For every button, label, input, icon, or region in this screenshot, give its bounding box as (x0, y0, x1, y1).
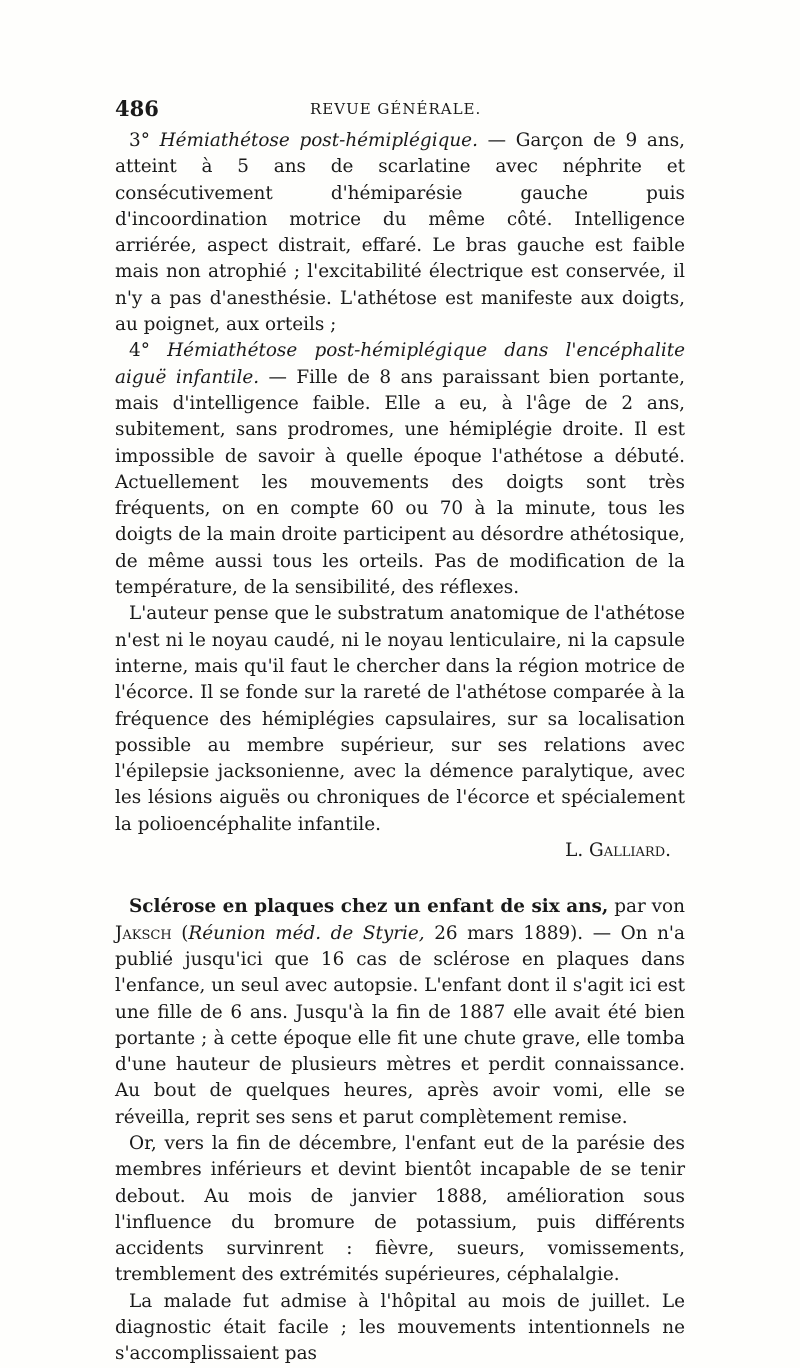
author-opinion-paragraph: L'auteur pense que le substratum anatomique de l'athétose n'est ni le noyau caudé, ni le noyau lenticulaire, ni la capsule interne, mais qu'il faut le chercher dans la région motrice de l'écorce. Il se fonde sur la rareté de l'athétose comparée à la fréquence des hémiplégies capsulaires, sur sa localisation possible au membre supérieur, sur ses relations avec l'épilepsie jacksonienne, avec la démence paralytique, avec les lésions aiguës ou chroniques de l'écorce et spécialement la polioencéphalite infantile. (115, 603, 685, 835)
article-paragraph-3: La malade fut admise à l'hôpital au mois de juillet. Le diagnostic était facile ; les mouvements intentionnels ne s'accomplissaient pas (115, 1290, 685, 1365)
article-paragraph-2: Or, vers la fin de décembre, l'enfant eut de la parésie des membres inférieurs et devint bientôt incapable de se tenir debout. Au mois de janvier 1888, amélioration sous l'influence du bromure de potassium, puis différents accidents survinrent : fièvre, sueurs, vomissements, tremblement des extrémités supérieures, céphalalgie. (115, 1132, 685, 1286)
article-author: Jaksch (115, 922, 172, 944)
running-title: REVUE GÉNÉRALE. (310, 100, 482, 118)
page-number: 486 (115, 96, 159, 121)
article-by: par von (614, 896, 685, 918)
case-4-text: — Fille de 8 ans paraissant bien portante, mais d'intelligence faible. Elle a eu, à l'âge de 2 ans, subitement, sans prodromes, une hémiplégie droite. Il est impossible de savoir à quelle époque l'athétose a débuté. Actuellement les mouvements des doigts sont très fréquents, on en compte 60 ou 70 à la minute, tous les doigts de la main droite participent au désordre athétosique, de même aussi tous les orteils. Pas de modification de la température, de la sensibilité, des réflexes. (115, 366, 685, 599)
case-4-number: 4° (129, 340, 150, 362)
case-3-number: 3° (129, 130, 150, 151)
page-header (115, 96, 685, 124)
article-source: Réunion méd. de Styrie, (188, 922, 425, 944)
article-date: 26 mars 1889). (434, 922, 584, 944)
case-3-paragraph (115, 128, 685, 338)
case-3-title: Hémiathétose post-hémiplégique. (159, 130, 478, 151)
signature: L. Galliard. (565, 840, 671, 862)
case-3-text: — Garçon de 9 ans, atteint à 5 ans de scarlatine avec néphrite et consécutivement d'hémiparésie gauche puis d'incoordination motrice du même côté. Intelligence arriérée, aspect distrait, effaré. Le bras gauche est faible mais non atrophié ; l'excitabilité électrique est conservée, il n'y a pas d'anesthésie. L'athétose est manifeste aux doigts, au poignet, aux orteils ; (115, 130, 685, 336)
case-4-paragraph (115, 338, 685, 601)
source-open-paren: ( (181, 922, 189, 944)
case-4-title: Hémiathétose post-hémiplégique dans l'encéphalite aiguë infantile. (115, 340, 685, 388)
article-intro-text: — On n'a publié jusqu'ici que 16 cas de sclérose en plaques dans l'enfance, un seul avec autopsie. L'enfant dont il s'agit ici est une fille de 6 ans. Jusqu'à la fin de 1887 elle avait été bien portante ; à cette époque elle fit une chute grave, elle tomba d'une hauteur de plusieurs mètres et perdit connaissance. Au bout de quelques heures, après avoir vomi, elle se réveilla, reprit ses sens et parut complètement remise. (115, 922, 685, 1128)
article-intro-paragraph (115, 894, 685, 1131)
section-spacer (115, 864, 685, 894)
body-text (115, 128, 685, 1368)
article-title: Sclérose en plaques chez un enfant de six ans, (129, 896, 609, 918)
